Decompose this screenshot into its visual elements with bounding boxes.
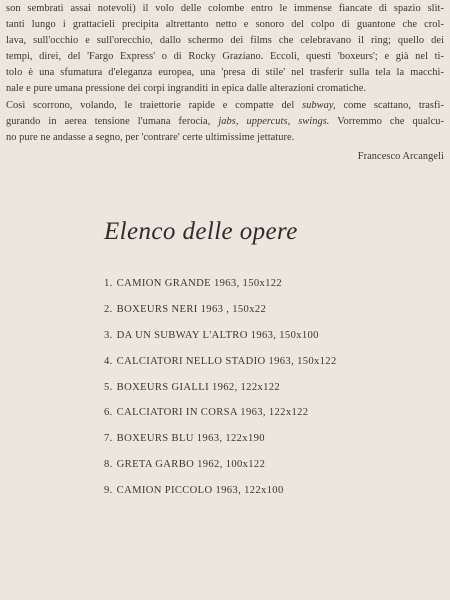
- item-title: CALCIATORI NELLO STADIO 1963, 150x122: [116, 355, 337, 367]
- item-title: CALCIATORI IN CORSA 1963, 122x122: [116, 407, 309, 419]
- list-item: [104, 329, 337, 355]
- list-item: [104, 406, 337, 432]
- item-number: 2.: [104, 303, 113, 315]
- item-number: 1.: [104, 278, 113, 289]
- list-item: [104, 381, 337, 407]
- essay-italic-words: jabs, uppercuts, swings.: [218, 115, 330, 127]
- essay-line-segment: come scattano, trasfi-: [343, 99, 444, 111]
- essay-line: tempi, direi, del 'Fargo Express' o di Rocky Graziano. Eccoli, questi 'boxeurs'; e già nel ti-: [6, 51, 444, 63]
- essay-line: [6, 98, 444, 114]
- item-title: CAMION GRANDE 1963, 150x122: [116, 278, 283, 289]
- author-signature: Francesco Arcangeli: [357, 151, 444, 162]
- list-item: [104, 458, 337, 484]
- item-number: 6.: [104, 407, 113, 419]
- item-number: 3.: [104, 329, 113, 341]
- item-number: 5.: [104, 381, 113, 393]
- essay-line-segment: gurando in aerea tensione l'umana ferocia,: [6, 115, 211, 127]
- list-item: [104, 432, 337, 458]
- works-list-heading: Elenco delle opere: [104, 218, 298, 245]
- list-item: [104, 355, 337, 381]
- essay-line: son sembrati assai notevoli) il volo delle colombe entro le immense fiancate di spazio slit-: [6, 3, 444, 14]
- essay-line: nale e pure umana pressione dei corpi ingranditi in epica dalle alterazioni cromatiche.: [6, 83, 367, 95]
- item-title: BOXEURS NERI 1963 , 150x22: [116, 303, 267, 315]
- essay-line: no pure ne andasse a segno, per 'contrare' certe ultimissime jettature.: [6, 131, 295, 143]
- list-item: [104, 303, 337, 329]
- essay-line-segment: Vorremmo che qualcu-: [337, 115, 444, 127]
- item-number: 4.: [104, 355, 113, 367]
- list-item: [104, 484, 337, 510]
- item-title: CAMION PICCOLO 1963, 122x100: [116, 485, 284, 497]
- item-title: BOXEURS BLU 1963, 122x190: [116, 433, 265, 445]
- item-number: 8.: [104, 459, 113, 471]
- item-number: 9.: [104, 485, 113, 497]
- essay-line: tanti lungo i grattacieli precipita altrettanto netto e sonoro del colpo di guantone che crol-: [6, 19, 444, 31]
- essay-line: tolo è una sfumatura d'eleganza europea, una 'presa di stile' nel trasferir sulla tela la macchi-: [6, 67, 444, 79]
- item-title: BOXEURS GIALLI 1962, 122x122: [116, 381, 281, 393]
- essay-text: [6, 1, 444, 146]
- works-list: [104, 277, 337, 510]
- essay-line: [6, 114, 444, 130]
- list-item: [104, 277, 337, 303]
- essay-line-segment: Così scorrono, volando, le traiettorie rapide e compatte del: [6, 99, 295, 111]
- essay-italic-word: subway,: [302, 99, 336, 111]
- item-title: DA UN SUBWAY L'ALTRO 1963, 150x100: [116, 329, 319, 341]
- item-number: 7.: [104, 433, 113, 445]
- item-title: GRETA GARBO 1962, 100x122: [116, 459, 266, 471]
- essay-line: lava, sull'occhio e sull'orecchio, dallo schermo dei films che celebravano il ring; quello dei: [6, 35, 444, 47]
